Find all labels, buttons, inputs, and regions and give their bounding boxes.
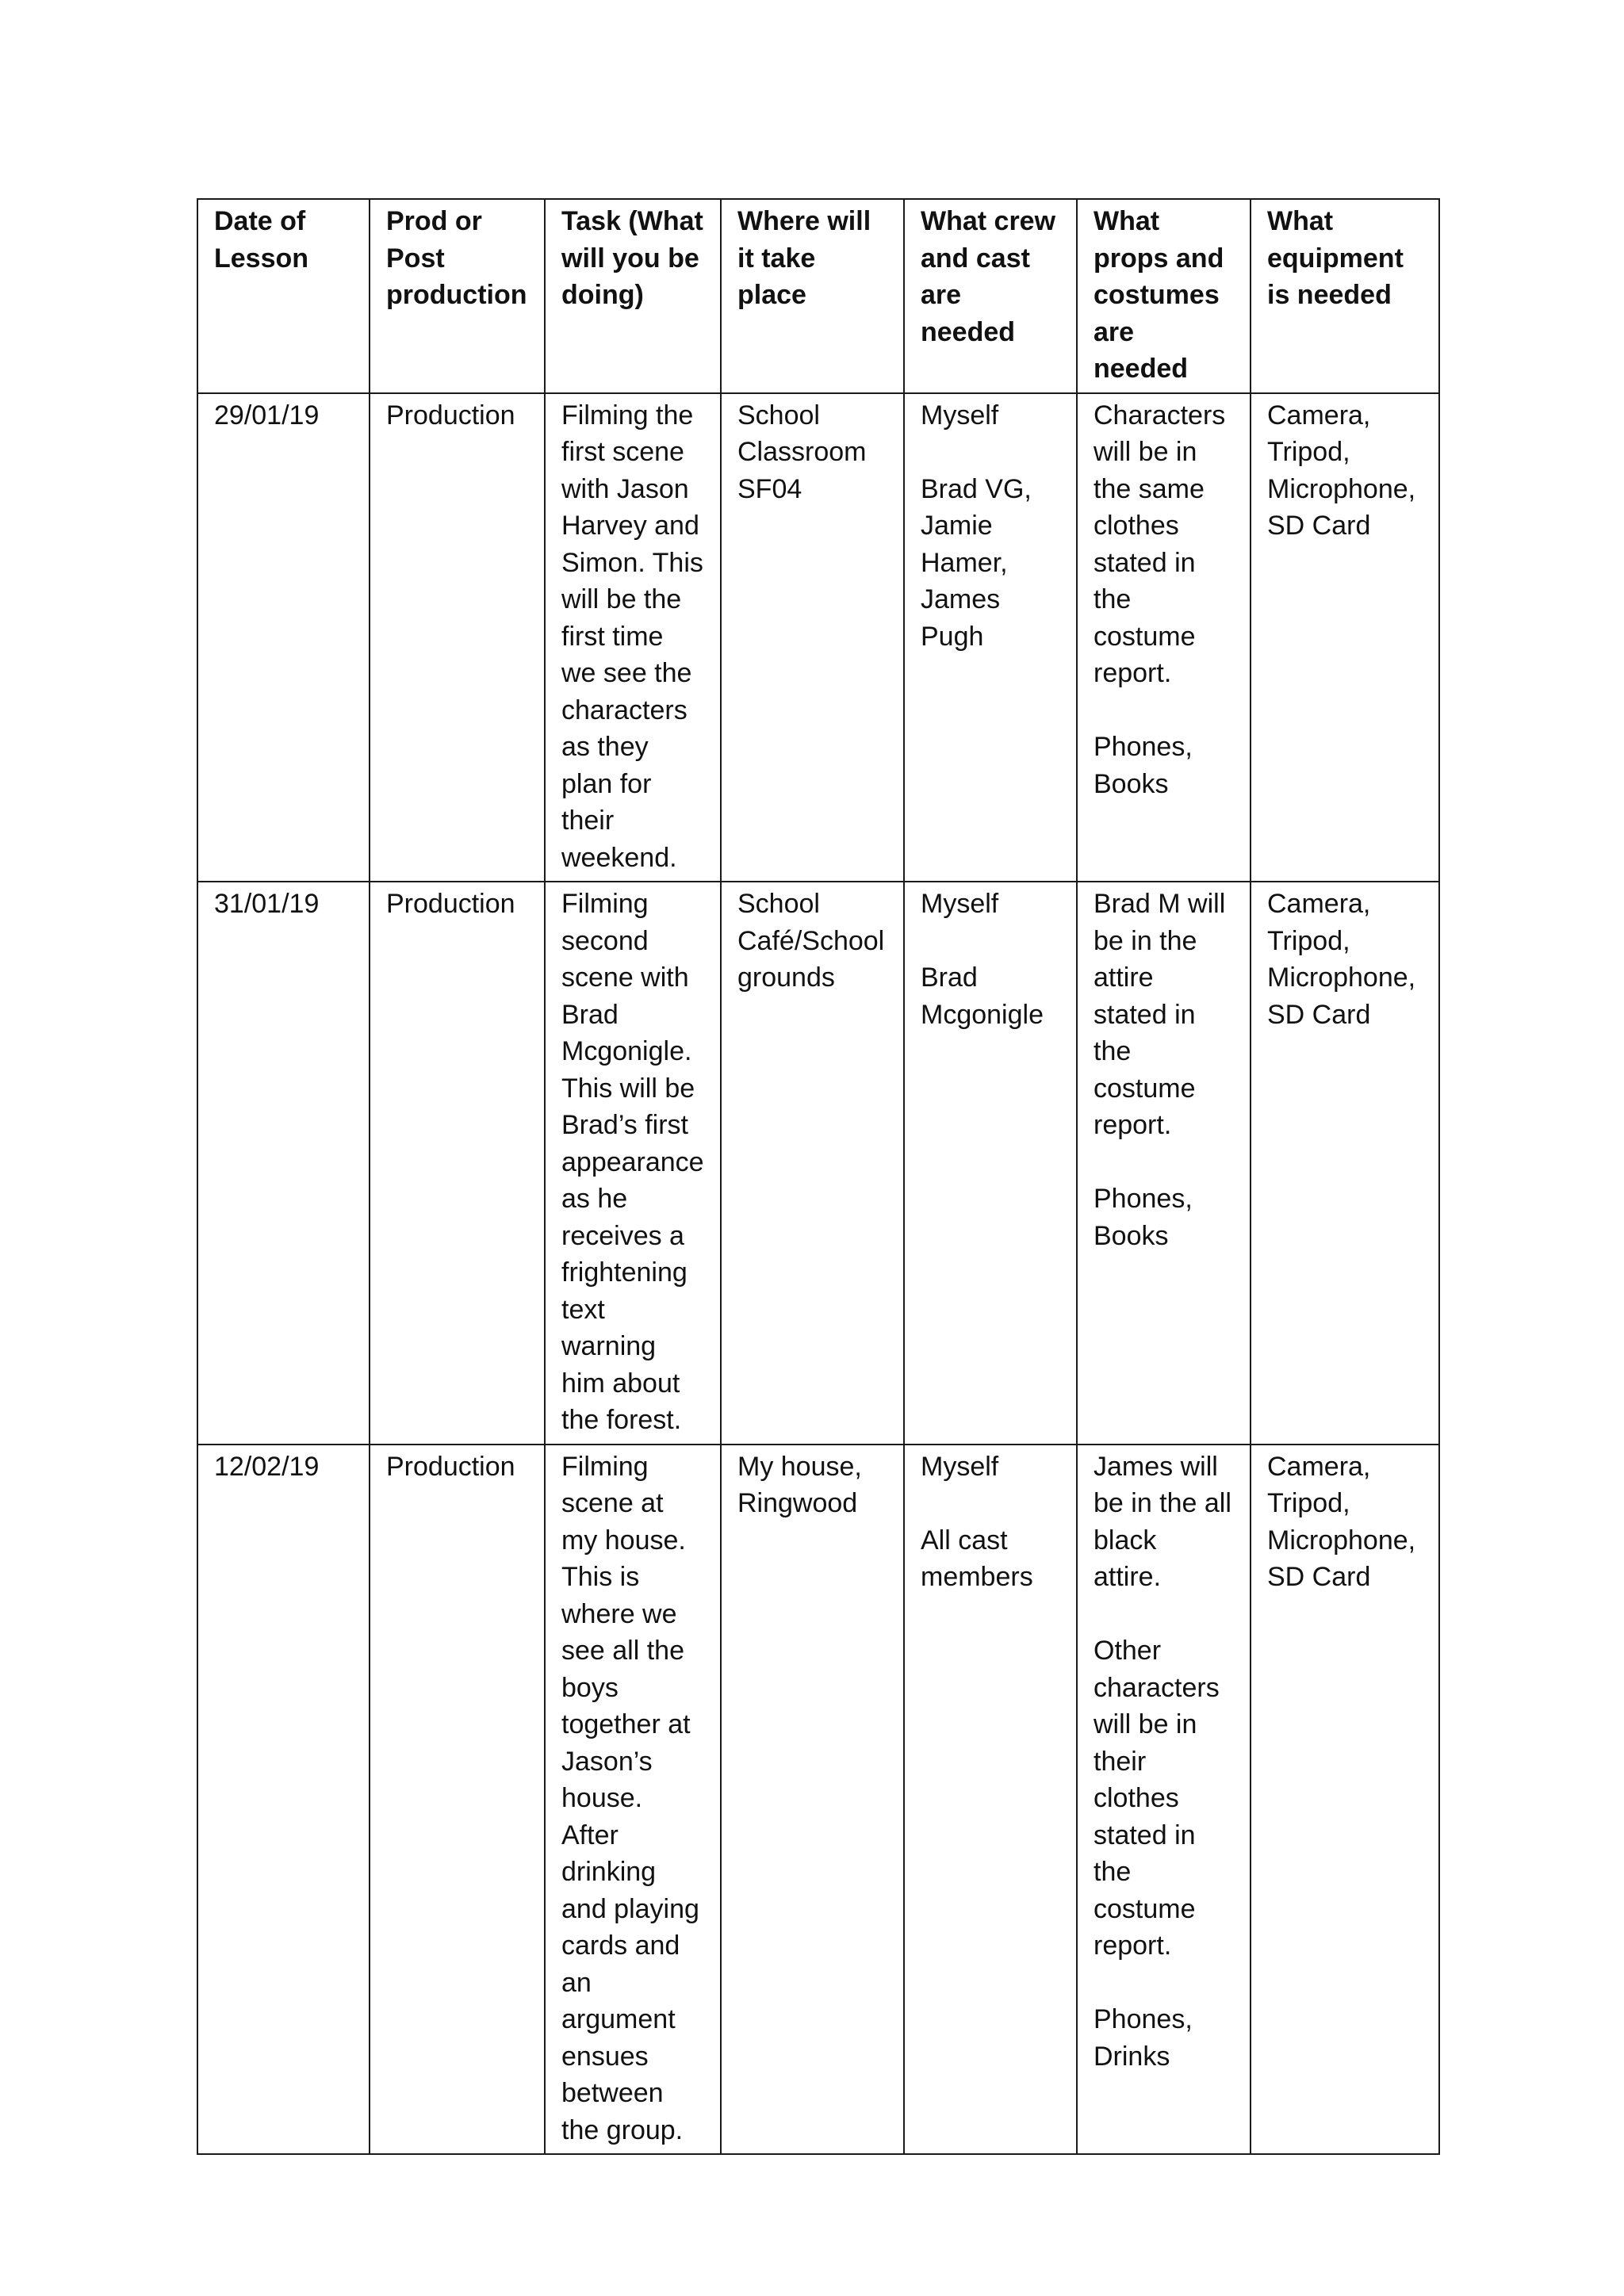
header-row <box>197 199 1439 393</box>
header-task: Task (What will you be doing) <box>545 199 721 393</box>
cell-date: 12/02/19 <box>197 1445 370 2155</box>
header-equipment: What equipment is needed <box>1251 199 1439 393</box>
cell-date: 31/01/19 <box>197 882 370 1445</box>
cell-date: 29/01/19 <box>197 393 370 882</box>
cell-location: My house, Ringwood <box>721 1445 904 2155</box>
cell-crew: Myself Brad VG, Jamie Hamer, James Pugh <box>904 393 1077 882</box>
table-row <box>197 1445 1439 2155</box>
cell-crew: Myself Brad Mcgonigle <box>904 882 1077 1445</box>
header-props: What props and costumes are needed <box>1077 199 1251 393</box>
header-location: Where will it take place <box>721 199 904 393</box>
cell-equipment: Camera, Tripod, Microphone, SD Card <box>1251 1445 1439 2155</box>
header-stage: Prod or Post production <box>370 199 545 393</box>
cell-equipment: Camera, Tripod, Microphone, SD Card <box>1251 393 1439 882</box>
cell-location: School Classroom SF04 <box>721 393 904 882</box>
cell-stage: Production <box>370 393 545 882</box>
cell-stage: Production <box>370 1445 545 2155</box>
cell-task: Filming scene at my house. This is where we see all the boys together at Jason’s house. After drinking and playing cards and an argument ensues between the group. <box>545 1445 721 2155</box>
production-schedule-table <box>197 198 1440 2155</box>
cell-stage: Production <box>370 882 545 1445</box>
cell-crew: Myself All cast members <box>904 1445 1077 2155</box>
table-row <box>197 882 1439 1445</box>
cell-props: James will be in the all black attire. Other characters will be in their clothes stated in the costume report. Phones, Drinks <box>1077 1445 1251 2155</box>
table-row <box>197 393 1439 882</box>
cell-task: Filming second scene with Brad Mcgonigle. This will be Brad’s first appearance as he receives a frightening text warning him about the forest. <box>545 882 721 1445</box>
header-crew: What crew and cast are needed <box>904 199 1077 393</box>
cell-equipment: Camera, Tripod, Microphone, SD Card <box>1251 882 1439 1445</box>
header-date: Date of Lesson <box>197 199 370 393</box>
cell-props: Characters will be in the same clothes stated in the costume report. Phones, Books <box>1077 393 1251 882</box>
cell-props: Brad M will be in the attire stated in the costume report. Phones, Books <box>1077 882 1251 1445</box>
cell-location: School Café/School grounds <box>721 882 904 1445</box>
cell-task: Filming the first scene with Jason Harvey and Simon. This will be the first time we see the characters as they plan for their weekend. <box>545 393 721 882</box>
